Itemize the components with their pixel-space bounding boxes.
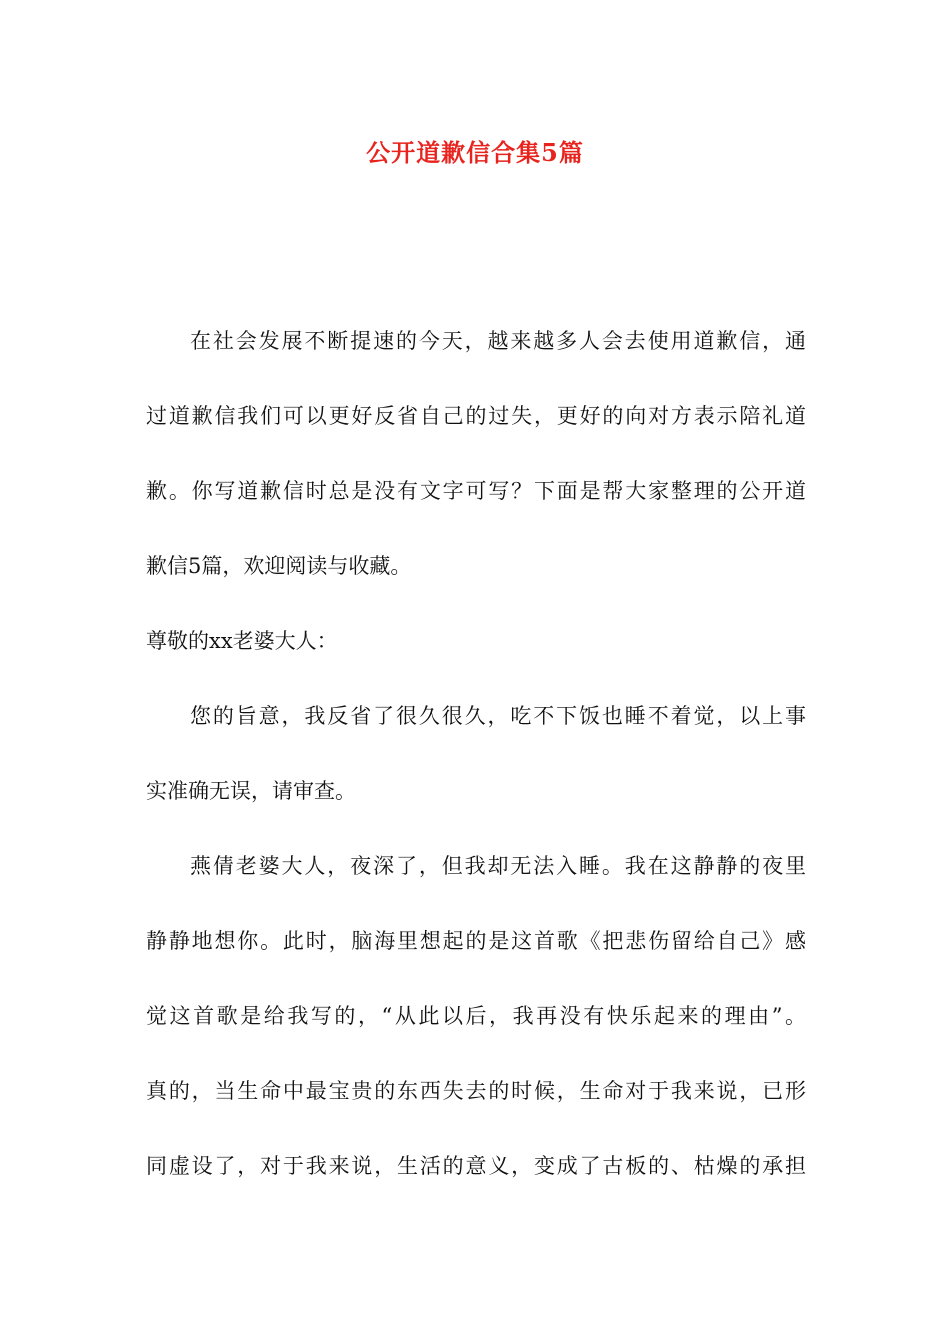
document-title: 公开道歉信合集5篇 xyxy=(366,138,584,167)
paragraph-line: 燕倩老婆大人，夜深了，但我却无法入睡。我在这静静的夜里 xyxy=(190,854,806,878)
paragraph-line: 过道歉信我们可以更好反省自己的过失，更好的向对方表示陪礼道 xyxy=(146,404,806,428)
paragraph-line: 歉。你写道歉信时总是没有文字可写？下面是帮大家整理的公开道 xyxy=(146,479,806,503)
document-body xyxy=(146,322,806,1222)
paragraph-line: 真的，当生命中最宝贵的东西失去的时候，生命对于我来说，已形 xyxy=(146,1079,806,1103)
paragraph-line: 歉信5篇，欢迎阅读与收藏。 xyxy=(146,554,412,578)
paragraph-line: 觉这首歌是给我写的，“从此以后，我再没有快乐起来的理由”。 xyxy=(146,1004,806,1028)
salutation-line: 尊敬的xx老婆大人： xyxy=(146,629,338,653)
paragraph-line: 同虚设了，对于我来说，生活的意义，变成了古板的、枯燥的承担 xyxy=(146,1154,806,1178)
paragraph-line: 您的旨意，我反省了很久很久，吃不下饭也睡不着觉，以上事 xyxy=(190,704,806,728)
paragraph-line: 静静地想你。此时，脑海里想起的是这首歌《把悲伤留给自己》感 xyxy=(146,929,806,953)
paragraph-line: 在社会发展不断提速的今天，越来越多人会去使用道歉信，通 xyxy=(190,329,806,353)
paragraph-line: 实准确无误，请审查。 xyxy=(146,779,356,803)
